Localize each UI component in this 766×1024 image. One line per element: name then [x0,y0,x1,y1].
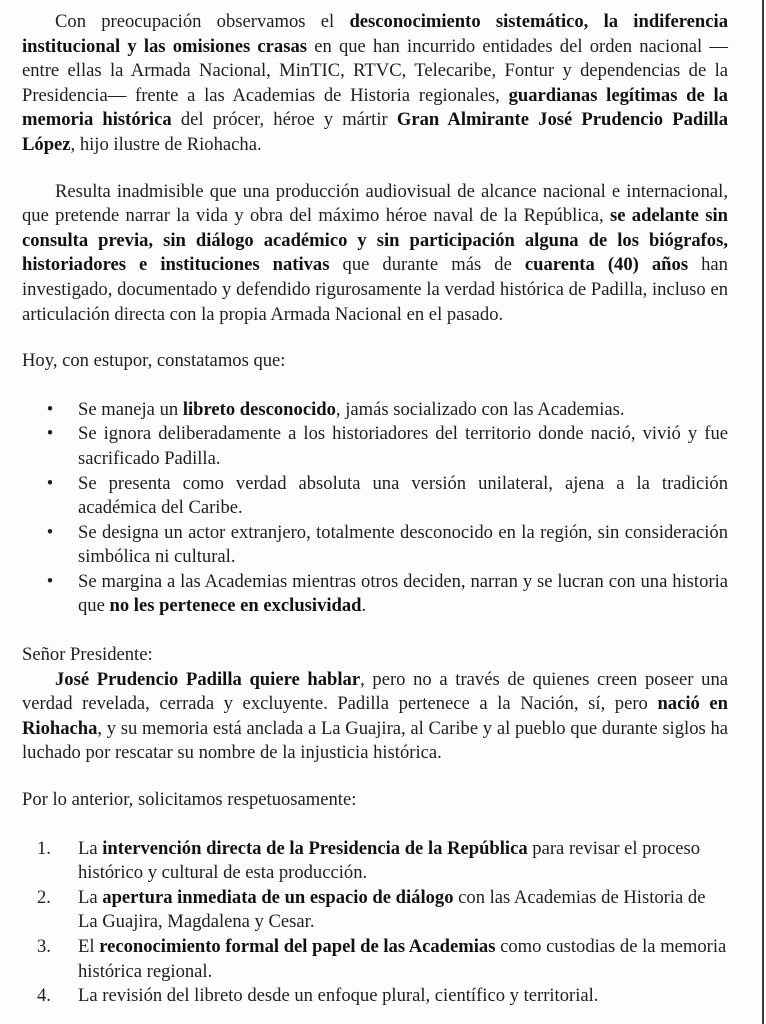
bold-text: cuarenta (40) años [524,254,689,276]
bullet-icon: • [46,570,54,592]
list-item [22,472,728,521]
list-number: 3. [37,936,51,957]
text: del prócer, héroe y mártir [171,109,397,131]
text: han investigado, documentado y defendido rigurosamente la verdad histórica de Padilla, incluso en articulación directa con la propia Armada Nacional en el pasado. [22,254,728,325]
bold-text: desconocimiento sistemático, la indiferencia institucional y las omisiones crasas [22,11,728,57]
bullet-icon: • [46,521,54,543]
text: Resulta inadmisible que una producción audiovisual de alcance nacional e internacional, que pretende narrar la vida y obra del máximo héroe naval de la República, [22,180,728,227]
bullet-icon: • [46,472,54,494]
text: en que han incurrido entidades del orden nacional —entre ellas la Armada Nacional, MinTIC, RTVC, Telecaribe, Fontur y dependencias de la Presidencia— frente a las Academias de Historia regionales, [22,35,729,106]
text: , pero no a través de quienes creen poseer una verdad revelada, cerrada y excluyente. Padilla pertenece a la Nación, sí, pero [22,668,728,715]
text: como custodias de la memoria histórica regional. [78,936,727,982]
list-item [22,570,728,619]
text: Se presenta como verdad absoluta una versión unilateral, ajena a la tradición académica del Caribe. [78,472,728,519]
paragraph-padilla [22,668,728,766]
text: Se margina a las Academias mientras otros deciden, narran y se lucran con una historia que [78,570,728,617]
paragraph-intro [22,10,728,158]
bold-text: libreto desconocido [182,398,336,420]
list-item [22,422,728,471]
text: , y su memoria está anclada a La Guajira, al Caribe y al pueblo que durante siglos ha luchado por rescatar su nombre de la injusticia histórica. [22,717,728,764]
text: La [78,886,103,908]
text: con las Academias de Historia de La Guajira, Magdalena y Cesar. [78,886,706,933]
bold-text: reconocimiento formal del papel de las Academias [99,936,496,957]
text: La revisión del libreto desde un enfoque plural, científico y territorial. [78,985,599,1007]
bold-text: guardianas legítimas de la memoria histórica [22,84,728,131]
bullet-icon: • [46,398,54,420]
text: Se ignora deliberadamente a los historiadores del territorio donde nació, vivió y fue sacrificado Padilla. [78,423,728,469]
text: , jamás socializado con las Academias. [335,398,625,420]
list-item [22,886,728,935]
list-item [22,398,728,423]
list-item [22,935,728,984]
bold-text: José Prudencio Padilla quiere hablar [55,668,361,690]
text: , hijo ilustre de Riohacha. [70,133,262,155]
bold-text: nació en Riohacha [22,693,728,739]
bullet-icon: • [46,423,54,445]
list-item [22,984,728,1009]
requests-list [22,837,728,1009]
findings-list [22,398,728,619]
list-number: 4. [37,985,51,1007]
list-item [22,521,728,570]
text: . [361,595,367,617]
paragraph-solicitamos: Por lo anterior, solicitamos respetuosamente: [22,789,357,811]
text: Con preocupación observamos el [55,11,350,32]
text: para revisar el proceso histórico y cultural de esta producción. [78,837,701,884]
text: El [78,936,100,957]
salutation: Señor Presidente: [22,644,153,666]
text: Se maneja un [78,398,183,420]
text: que durante más de [329,254,525,276]
paragraph-inadmisible [22,180,728,328]
list-item [22,837,728,886]
list-number: 2. [37,886,51,908]
bold-text: intervención directa de la Presidencia de la República [102,837,528,859]
paragraph-constatamos: Hoy, con estupor, constatamos que: [22,350,286,372]
bold-text: no les pertenece en exclusividad [109,595,362,617]
document-page [22,10,728,1009]
list-number: 1. [37,837,51,859]
bold-text: se adelante sin consulta previa, sin diálogo académico y sin participación alguna de los biógrafos, historiadores e instituciones nativas [22,205,728,276]
bold-text: Gran Almirante José Prudencio Padilla López [22,109,729,155]
text: Se designa un actor extranjero, totalmente desconocido en la región, sin consideración simbólica ni cultural. [78,521,728,568]
page-edge-rule [762,0,764,1024]
bold-text: apertura inmediata de un espacio de diálogo [102,886,454,908]
text: La [78,837,103,859]
